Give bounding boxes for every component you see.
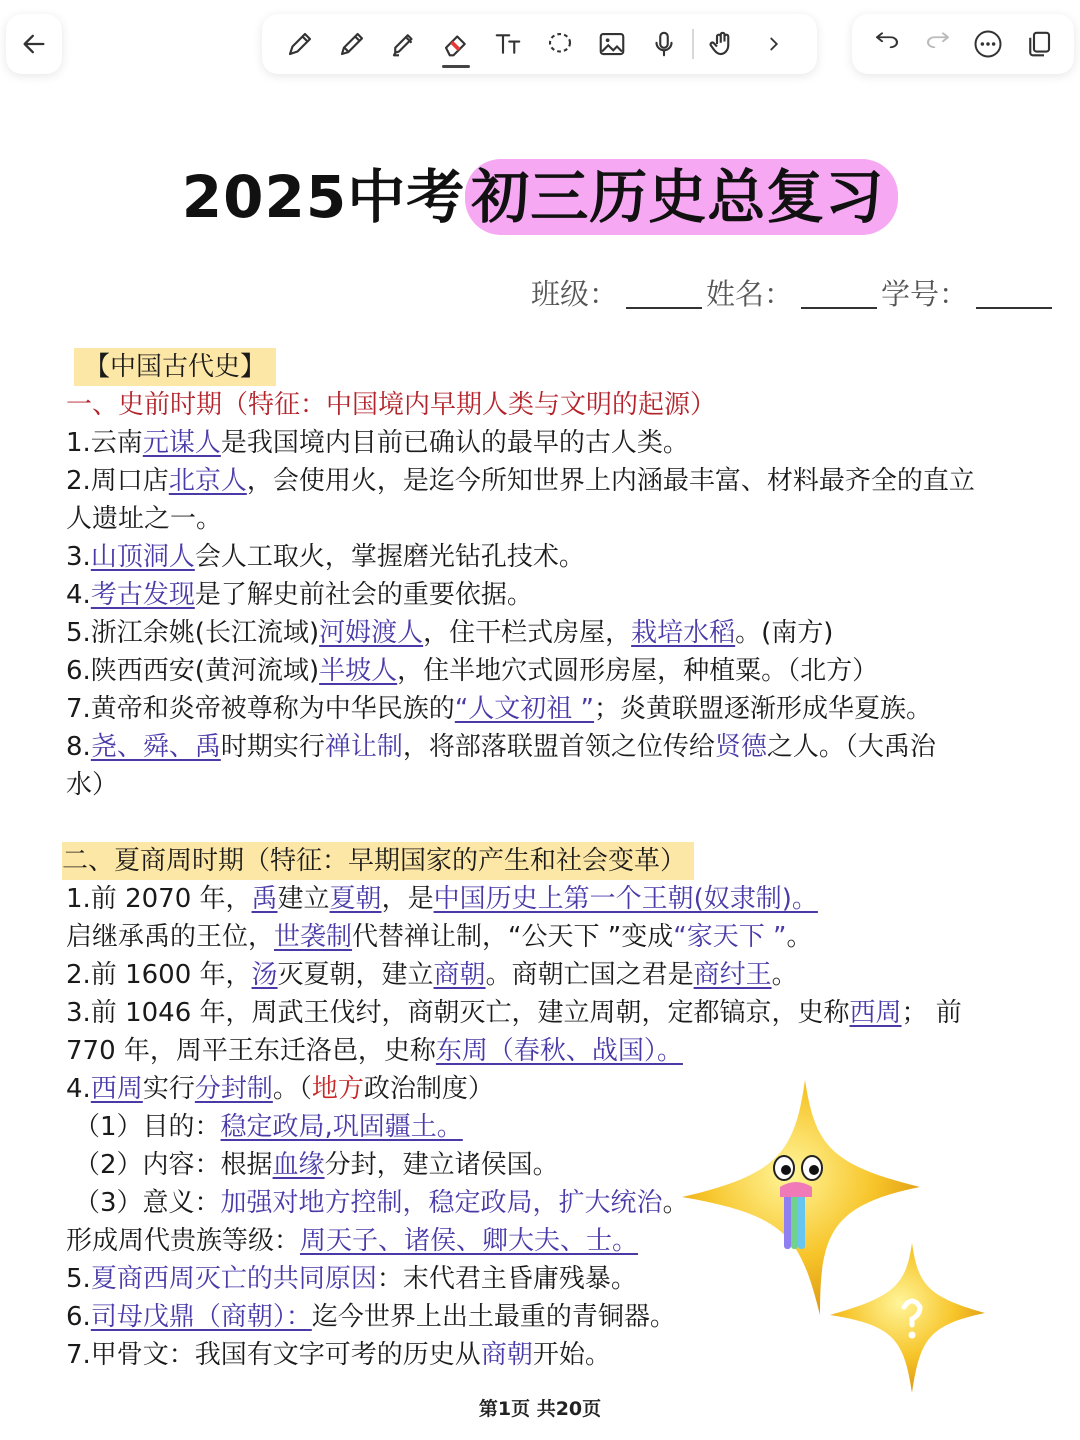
text-segment: 栽培水稻 bbox=[631, 618, 736, 648]
microphone-icon bbox=[649, 29, 679, 59]
action-palette bbox=[852, 14, 1074, 74]
text-segment: 稳定政局,巩固疆土。 bbox=[220, 1112, 463, 1142]
text-segment: “人文初祖 ” bbox=[454, 694, 595, 724]
list-item bbox=[66, 956, 1026, 994]
text-segment: 启继承禹的王位， bbox=[66, 922, 275, 952]
text-segment: 元谋人 bbox=[142, 428, 221, 458]
text-segment: 会人工取火，掌握磨光钻孔技术。 bbox=[194, 542, 585, 572]
toolbar-separator bbox=[692, 29, 694, 59]
text-segment: 实行 bbox=[142, 1074, 195, 1104]
text-segment: 7.黄帝和炎帝被尊称为中华民族的 bbox=[66, 694, 455, 724]
text-segment: 商朝 bbox=[480, 1340, 533, 1370]
more-icon bbox=[973, 29, 1003, 59]
text-segment: 北京人 bbox=[168, 466, 247, 496]
more-button[interactable] bbox=[963, 18, 1014, 70]
text-segment: 河姆渡人 bbox=[319, 618, 424, 648]
text-segment: 5. bbox=[66, 1264, 91, 1294]
text-segment: 形成周代贵族等级： bbox=[66, 1226, 301, 1256]
pages-icon bbox=[1024, 29, 1054, 59]
redo-icon bbox=[923, 29, 953, 59]
section-ancient-heading: 【中国古代史】 bbox=[74, 348, 276, 386]
text-segment: 分封，建立诸侯国。 bbox=[324, 1150, 559, 1180]
page-title bbox=[0, 150, 1080, 234]
text-segment: 西周 bbox=[90, 1074, 143, 1104]
text-segment: 之人。（大禹治 bbox=[766, 732, 936, 762]
text-segment: 开始。 bbox=[532, 1340, 611, 1370]
list-item bbox=[66, 728, 1026, 766]
section1-heading: 一、史前时期（特征：中国境内早期人类与文明的起源） bbox=[66, 390, 717, 420]
text-segment: 8. bbox=[66, 732, 91, 762]
text-segment: 。(南方) bbox=[735, 618, 834, 648]
id-label: 学号： bbox=[880, 277, 968, 311]
text-segment: ，住干栏式房屋， bbox=[423, 618, 632, 648]
text-segment: 1.前 2070 年， bbox=[66, 884, 252, 914]
text-segment: 山顶洞人 bbox=[90, 542, 195, 572]
text-segment: 周天子、诸侯、卿大夫、士。 bbox=[300, 1226, 639, 1256]
text-segment: 。 bbox=[662, 1188, 689, 1218]
text-segment: ，住半地穴式圆形房屋，种植粟。（北方） bbox=[397, 656, 879, 686]
text-segment: 3. bbox=[66, 542, 91, 572]
undo-button[interactable] bbox=[862, 18, 913, 70]
text-segment: ，会使用火，是迄今所知世界上内涵最丰富、材料最齐全的直立 bbox=[246, 466, 975, 496]
section2-heading: 二、夏商周时期（特征：早期国家的产生和社会变革） bbox=[62, 842, 694, 880]
text-segment: 770 年，周平王东迁洛邑，史称 bbox=[66, 1036, 436, 1066]
star-stickers bbox=[680, 1075, 1000, 1405]
list-item bbox=[66, 424, 1026, 462]
text-segment: 商朝 bbox=[433, 960, 486, 990]
text-segment: 。 bbox=[786, 922, 813, 952]
highlighter-icon bbox=[389, 29, 419, 59]
text-segment: 分封制 bbox=[194, 1074, 273, 1104]
more-tools-button[interactable] bbox=[748, 18, 800, 70]
text-segment: 7.甲骨文：我国有文字可考的历史从 bbox=[66, 1340, 481, 1370]
text-segment: （1）目的： bbox=[74, 1112, 221, 1142]
pen-icon bbox=[285, 29, 315, 59]
list-item bbox=[66, 614, 1026, 652]
pencil-tool-button[interactable] bbox=[326, 18, 378, 70]
text-segment: 5.浙江余姚(长江流域) bbox=[66, 618, 320, 648]
text-segment: 时期实行 bbox=[220, 732, 325, 762]
text-segment: 迄今世界上出土最重的青铜器。 bbox=[311, 1302, 676, 1332]
text-segment: 夏商西周灭亡的共同原因 bbox=[90, 1264, 377, 1294]
name-blank[interactable] bbox=[801, 307, 877, 309]
text-segment: 4. bbox=[66, 1074, 91, 1104]
arrow-left-icon bbox=[20, 30, 48, 58]
hand-icon bbox=[707, 29, 737, 59]
list-item bbox=[66, 652, 1026, 690]
text-segment: 血缘 bbox=[272, 1150, 325, 1180]
highlighter-tool-button[interactable] bbox=[378, 18, 430, 70]
text-segment: 考古发现 bbox=[90, 580, 195, 610]
student-info-row bbox=[531, 272, 1056, 313]
list-item bbox=[66, 576, 1026, 614]
pencil-icon bbox=[337, 29, 367, 59]
top-toolbar bbox=[0, 0, 1080, 92]
text-segment: 政治制度） bbox=[363, 1074, 494, 1104]
microphone-tool-button[interactable] bbox=[638, 18, 690, 70]
text-segment: ，将部落联盟首领之位传给 bbox=[402, 732, 715, 762]
title-highlight: 初三历史总复习 bbox=[465, 159, 898, 235]
list-item-cont: 人遗址之一。 bbox=[66, 504, 223, 534]
text-segment: 半坡人 bbox=[319, 656, 398, 686]
text-segment: 加强对地方控制，稳定政局，扩大统治 bbox=[220, 1188, 663, 1218]
text-segment: 东周（春秋、战国）。 bbox=[435, 1036, 683, 1066]
text-segment: 禅让制 bbox=[324, 732, 403, 762]
text-segment: 6. bbox=[66, 1302, 91, 1332]
eraser-tool-button[interactable] bbox=[430, 18, 482, 70]
list-item bbox=[66, 994, 1026, 1032]
text-segment: 。商朝亡国之君是 bbox=[485, 960, 694, 990]
list-item bbox=[66, 538, 1026, 576]
active-tool-indicator bbox=[442, 65, 470, 68]
redo-button[interactable] bbox=[913, 18, 964, 70]
back-button[interactable] bbox=[6, 14, 62, 74]
pen-tool-button[interactable] bbox=[274, 18, 326, 70]
text-segment: 商纣王 bbox=[693, 960, 772, 990]
text-segment: 2.周口店 bbox=[66, 466, 169, 496]
text-segment: （3）意义： bbox=[74, 1188, 221, 1218]
text-segment: 世袭制 bbox=[274, 922, 353, 952]
text-segment: 1.云南 bbox=[66, 428, 143, 458]
id-blank[interactable] bbox=[976, 307, 1052, 309]
big-star-sticker bbox=[682, 1080, 920, 1315]
pages-button[interactable] bbox=[1014, 18, 1065, 70]
text-tool-button[interactable] bbox=[482, 18, 534, 70]
undo-icon bbox=[872, 29, 902, 59]
hand-tool-button[interactable] bbox=[696, 18, 748, 70]
list-item-cont: 水） bbox=[66, 770, 119, 800]
class-label: 班级： bbox=[530, 277, 618, 311]
lasso-tool-button[interactable] bbox=[534, 18, 586, 70]
class-blank[interactable] bbox=[626, 307, 702, 309]
text-icon bbox=[493, 29, 523, 59]
text-segment: 建立 bbox=[277, 884, 330, 914]
text-segment: 西周 bbox=[849, 998, 902, 1028]
text-segment: 司母戊鼎（商朝）： bbox=[90, 1302, 312, 1332]
list-item-cont bbox=[66, 1032, 1026, 1070]
chevron-right-icon bbox=[763, 33, 785, 55]
text-segment: 2.前 1600 年， bbox=[66, 960, 252, 990]
text-segment: 代替禅让制，“公天下 ”变成 bbox=[352, 922, 674, 952]
text-segment: 夏朝 bbox=[329, 884, 382, 914]
image-icon bbox=[597, 29, 627, 59]
text-segment: 汤 bbox=[251, 960, 278, 990]
text-segment: 灭夏朝，建立 bbox=[277, 960, 434, 990]
list-item bbox=[66, 880, 1026, 918]
list-item-cont bbox=[66, 918, 1026, 956]
text-segment: ； 前 bbox=[901, 998, 962, 1028]
text-segment: 6.陕西西安(黄河流域) bbox=[66, 656, 320, 686]
image-tool-button[interactable] bbox=[586, 18, 638, 70]
text-segment: 地方 bbox=[311, 1074, 364, 1104]
text-segment: “家天下 ” bbox=[673, 922, 787, 952]
text-segment: 尧、舜、禹 bbox=[90, 732, 221, 762]
eraser-icon bbox=[441, 29, 471, 59]
name-label: 姓名： bbox=[705, 277, 793, 311]
list-item bbox=[66, 690, 1026, 728]
text-segment: ：末代君主昏庸残暴。 bbox=[376, 1264, 637, 1294]
text-segment: 。（ bbox=[272, 1074, 312, 1104]
title-prefix: 2025中考 bbox=[181, 163, 466, 231]
text-segment: 贤德 bbox=[714, 732, 767, 762]
text-segment: 是了解史前社会的重要依据。 bbox=[194, 580, 533, 610]
lasso-icon bbox=[545, 29, 575, 59]
text-segment: 。 bbox=[771, 960, 798, 990]
page-indicator: 第1页 共20页 bbox=[478, 1398, 602, 1420]
text-segment: 4. bbox=[66, 580, 91, 610]
text-segment: 3.前 1046 年，周武王伐纣，商朝灭亡，建立周朝，定都镐京，史称 bbox=[66, 998, 850, 1028]
text-segment: ；炎黄联盟逐渐形成华夏族。 bbox=[594, 694, 933, 724]
text-segment: 中国历史上第一个王朝(奴隶制)。 bbox=[433, 884, 818, 914]
small-star-sticker bbox=[830, 1243, 985, 1393]
tool-palette bbox=[262, 14, 817, 74]
text-segment: 禹 bbox=[251, 884, 278, 914]
text-segment: ，是 bbox=[381, 884, 434, 914]
text-segment: 是我国境内目前已确认的最早的古人类。 bbox=[220, 428, 689, 458]
text-segment: （2）内容：根据 bbox=[74, 1150, 273, 1180]
list-item bbox=[66, 462, 1026, 500]
